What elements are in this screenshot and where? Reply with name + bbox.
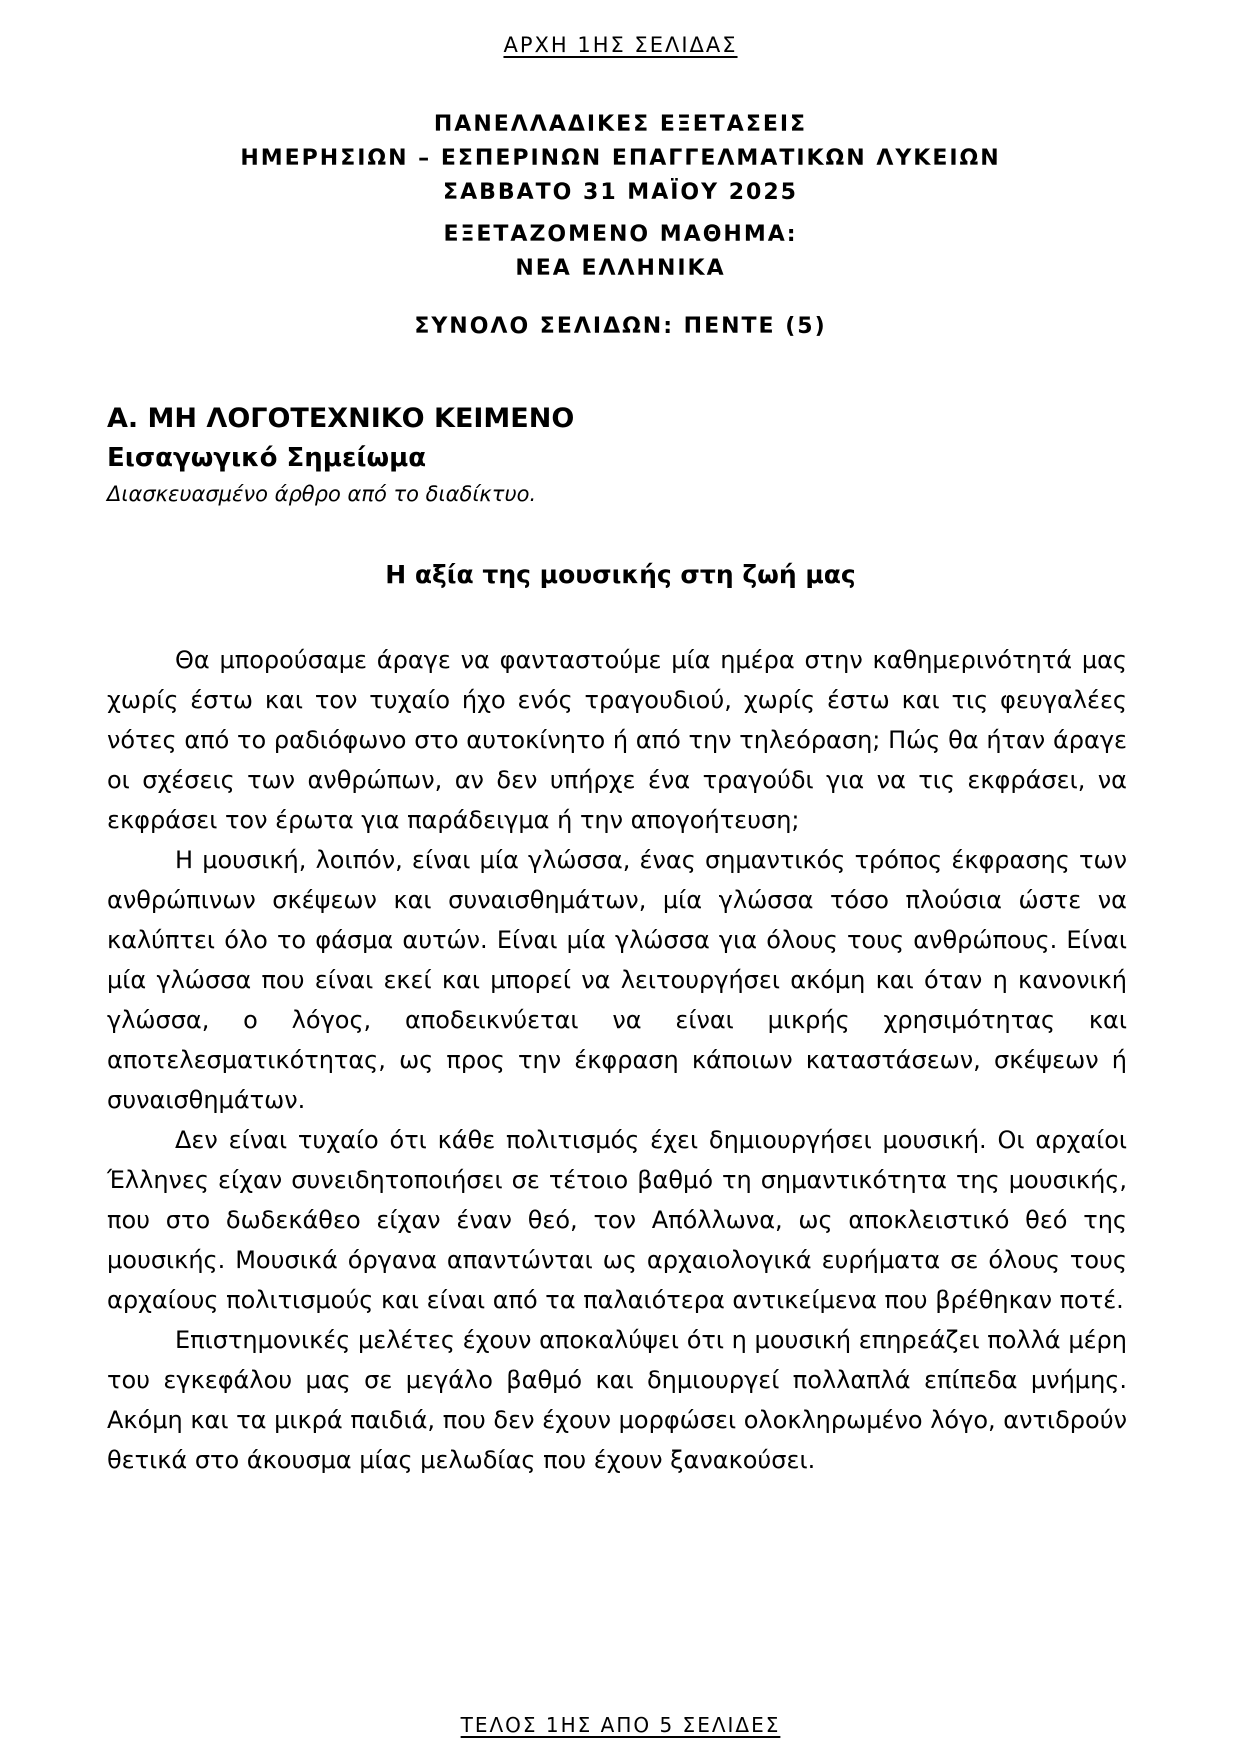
page-footer: ΤΕΛΟΣ 1ΗΣ ΑΠΟ 5 ΣΕΛΙΔΕΣ bbox=[460, 1713, 781, 1737]
article-paragraph: Η μουσική, λοιπόν, είναι μία γλώσσα, ένας σημαντικός τρόπος έκφρασης των ανθρώπινων σκέψεων και συναισθημάτων, μία γλώσσα τόσο πλούσια ώστε να καλύπτει όλο το φάσμα αυτών. Είναι μία γλώσσα για όλους τους ανθρώπους. Είναι μία γλώσσα που είναι εκεί και μπορεί να λειτουργήσει ακόμη και όταν η κανονική γλώσσα, ο λόγος, αποδεικνύεται να είναι μικρής χρησιμότητας και αποτελεσματικότητας, ως προς την έκφραση κάποιων καταστάσεων, σκέψεων ή συναισθημάτων. bbox=[107, 846, 1127, 1114]
section-note: Διασκευασμένο άρθρο από το διαδίκτυο. bbox=[107, 482, 537, 506]
article-title: Η αξία της μουσικής στη ζωή μας bbox=[385, 560, 856, 589]
exam-total-pages: ΣΥΝΟΛΟ ΣΕΛΙΔΩΝ: ΠΕΝΤΕ (5) bbox=[414, 314, 827, 339]
article-body bbox=[107, 640, 1127, 1480]
section-subtitle: Εισαγωγικό Σημείωμα bbox=[107, 443, 427, 473]
article-paragraph: Θα μπορούσαμε άραγε να φανταστούμε μία ημέρα στην καθημερινότητά μας χωρίς έστω και τον τυχαίο ήχο ενός τραγουδιού, χωρίς έστω και τις φευγαλέες νότες από το ραδιόφωνο στο αυτοκίνητο ή από την τηλεόραση; Πώς θα ήταν άραγε οι σχέσεις των ανθρώπων, αν δεν υπήρχε ένα τραγούδι για να τις εκφράσει, να εκφράσει τον έρωτα για παράδειγμα ή την απογοήτευση; bbox=[107, 646, 1127, 834]
page-header: ΑΡΧΗ 1ΗΣ ΣΕΛΙΔΑΣ bbox=[503, 33, 738, 57]
exam-subject: ΝΕΑ ΕΛΛΗΝΙΚΑ bbox=[515, 256, 726, 281]
article-paragraph: Δεν είναι τυχαίο ότι κάθε πολιτισμός έχει δημιουργήσει μουσική. Οι αρχαίοι Έλληνες είχαν συνειδητοποιήσει σε τέτοιο βαθμό τη σημαντικότητα της μουσικής, που στο δωδεκάθεο είχαν έναν θεό, τον Απόλλωνα, ως αποκλειστικό θεό της μουσικής. Μουσικά όργανα απαντώνται ως αρχαιολογικά ευρήματα σε όλους τους αρχαίους πολιτισμούς και είναι από τα παλαιότερα αντικείμενα που βρέθηκαν ποτέ. bbox=[107, 1126, 1127, 1314]
exam-date: ΣΑΒΒΑΤΟ 31 ΜΑΪΟΥ 2025 bbox=[443, 180, 798, 205]
exam-school-type: ΗΜΕΡΗΣΙΩΝ – ΕΣΠΕΡΙΝΩΝ ΕΠΑΓΓΕΛΜΑΤΙΚΩΝ ΛΥΚΕΙΩΝ bbox=[240, 146, 1001, 171]
article-paragraph: Επιστημονικές μελέτες έχουν αποκαλύψει ότι η μουσική επηρεάζει πολλά μέρη του εγκεφάλου μας σε μεγάλο βαθμό και δημιουργεί πολλαπλά επίπεδα μνήμης. Ακόμη και τα μικρά παιδιά, που δεν έχουν μορφώσει ολοκληρωμένο λόγο, αντιδρούν θετικά στο άκουσμα μίας μελωδίας που έχουν ξανακούσει. bbox=[107, 1326, 1127, 1474]
exam-subject-label: ΕΞΕΤΑΖΟΜΕΝΟ ΜΑΘΗΜΑ: bbox=[443, 222, 798, 247]
exam-title: ΠΑΝΕΛΛΑΔΙΚΕΣ ΕΞΕΤΑΣΕΙΣ bbox=[433, 112, 808, 137]
section-title: Α. ΜΗ ΛΟΓΟΤΕΧΝΙΚΟ ΚΕΙΜΕΝΟ bbox=[107, 403, 575, 434]
exam-info bbox=[0, 108, 1241, 344]
section-heading bbox=[107, 400, 1127, 510]
